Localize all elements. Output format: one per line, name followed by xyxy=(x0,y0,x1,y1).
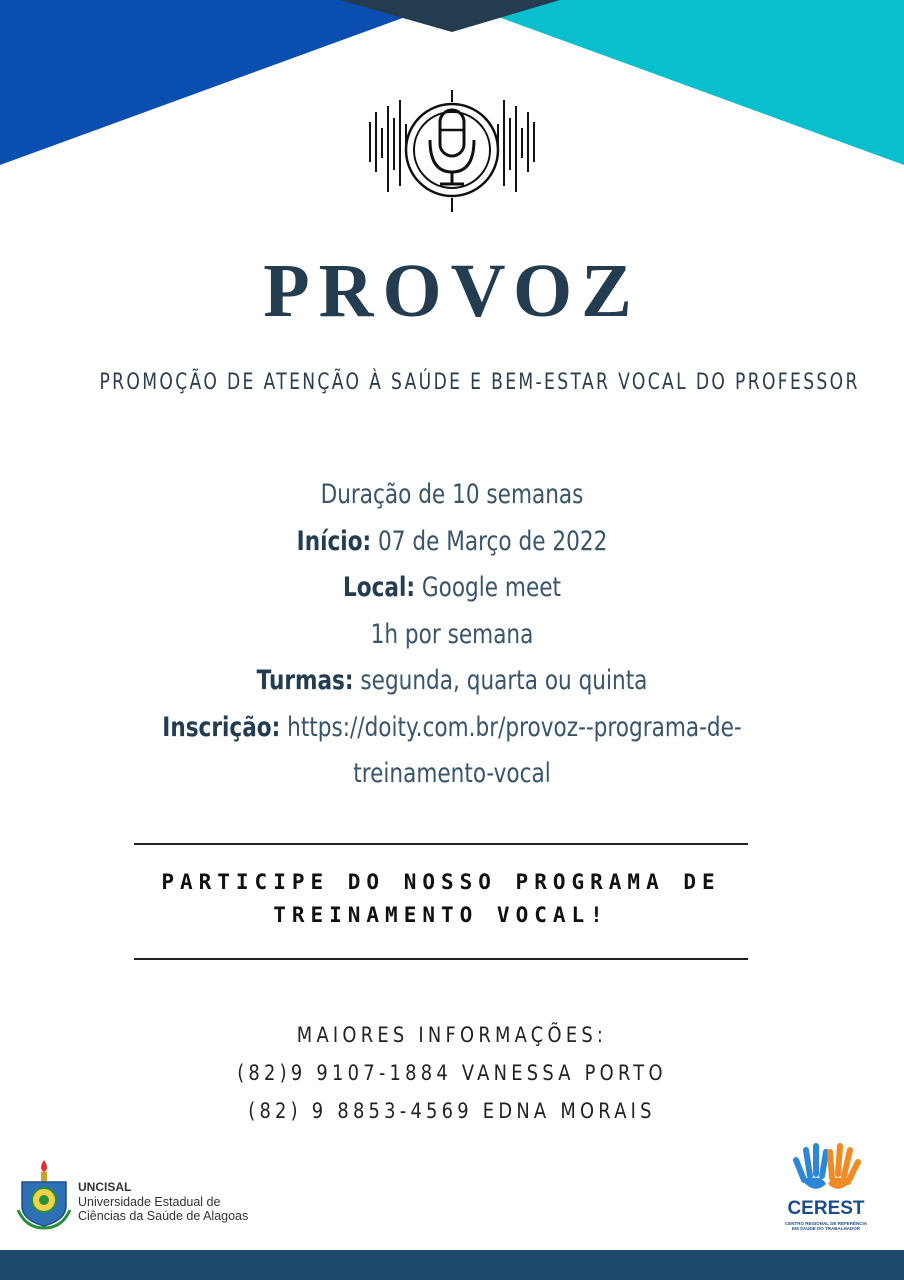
classes-label: Turmas: xyxy=(256,665,354,696)
uncisal-name-1: Universidade Estadual de xyxy=(78,1194,221,1209)
cta-line-1: PARTICIPE DO NOSSO PROGRAMA DE xyxy=(161,870,721,894)
uncisal-text xyxy=(78,1180,248,1224)
cerest-name: CEREST xyxy=(787,1198,865,1219)
signup-label: Inscrição: xyxy=(162,711,281,743)
contact-info xyxy=(0,1016,904,1130)
signup-link-continued[interactable]: treinamento-vocal xyxy=(353,758,551,789)
start-date-row xyxy=(138,519,765,566)
contact-edna: (82) 9 8853-4569 EDNA MORAIS xyxy=(248,1099,656,1123)
call-to-action xyxy=(134,866,748,932)
location-label: Local: xyxy=(342,572,416,603)
signup-link[interactable]: https://doity.com.br/provoz--programa-de- xyxy=(280,711,742,743)
bottom-bar xyxy=(0,1250,904,1280)
page-subtitle: PROMOÇÃO DE ATENÇÃO À SAÚDE E BEM-ESTAR VOCAL DO PROFESSOR xyxy=(99,370,860,395)
location-row xyxy=(138,565,765,612)
location-value: Google meet xyxy=(415,572,562,603)
cerest-sub-2: EM SAÚDE DO TRABALHADOR xyxy=(792,1226,860,1231)
start-label: Início: xyxy=(296,525,372,557)
cta-line-2: TREINAMENTO VOCAL! xyxy=(273,903,609,927)
uncisal-name-2: Ciências da Saúde de Alagoas xyxy=(78,1209,249,1223)
uncisal-abbr: UNCISAL xyxy=(78,1180,132,1194)
contact-heading: MAIORES INFORMAÇÕES: xyxy=(296,1023,608,1047)
signup-row xyxy=(138,705,765,752)
uncisal-emblem-icon xyxy=(16,1158,72,1230)
frequency-text: 1h por semana xyxy=(370,618,534,650)
start-value: 07 de Março de 2022 xyxy=(371,525,608,557)
divider-top xyxy=(134,843,748,845)
duration-text: Duração de 10 semanas xyxy=(320,479,584,510)
cerest-sub-1: CENTRO REGIONAL DE REFERÊNCIA xyxy=(785,1221,867,1226)
microphone-icon xyxy=(362,88,542,216)
cerest-subtitle xyxy=(774,1221,878,1231)
classes-value: segunda, quarta ou quinta xyxy=(353,665,648,696)
contact-vanessa: (82)9 9107-1884 VANESSA PORTO xyxy=(237,1061,667,1085)
cerest-logo xyxy=(774,1140,878,1236)
divider-bottom xyxy=(134,958,748,960)
classes-row xyxy=(138,658,765,705)
program-details xyxy=(60,472,844,798)
page-title: PROVOZ xyxy=(263,249,641,333)
uncisal-logo xyxy=(16,1158,316,1232)
cerest-hands-icon xyxy=(792,1140,862,1198)
